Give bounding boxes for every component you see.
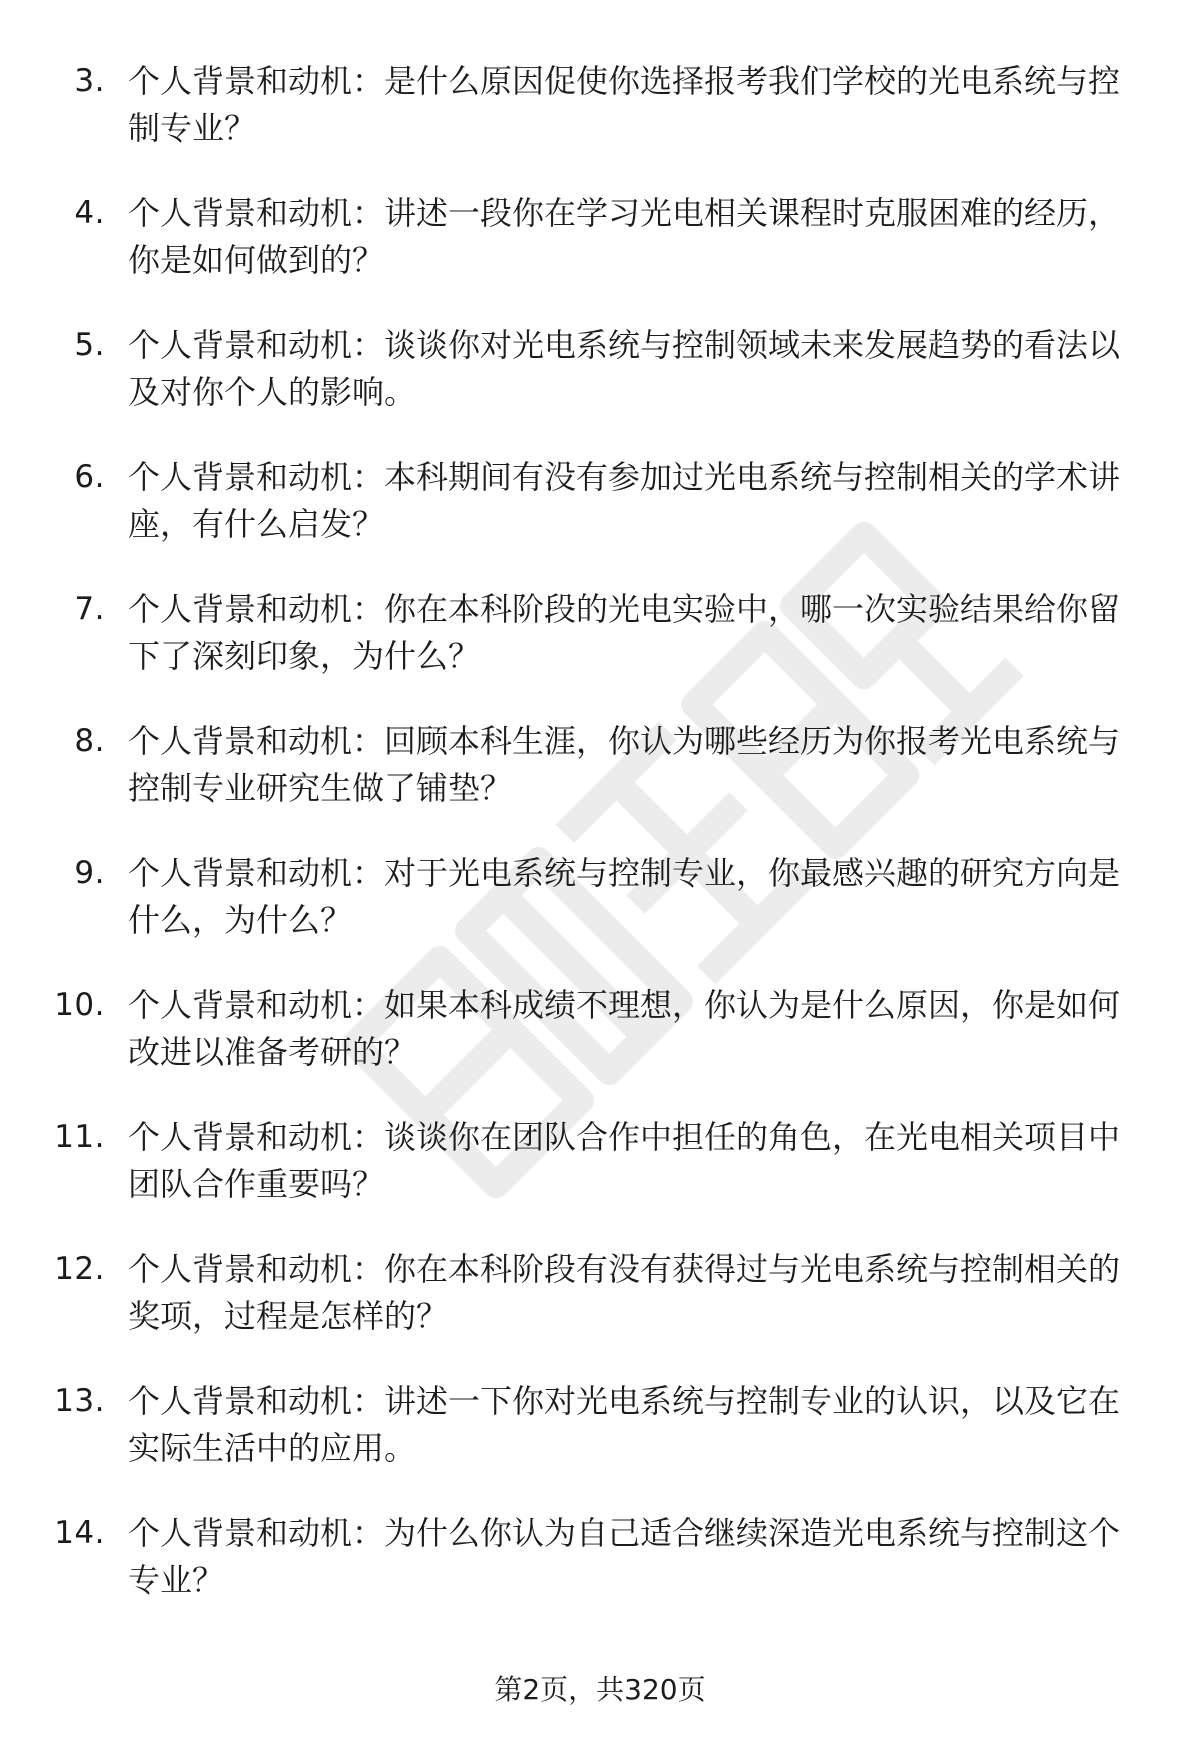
page-footer: 第2页，共320页 — [494, 1673, 706, 1706]
list-item — [0, 1246, 1200, 1335]
question-text: 个人背景和动机：讲述一下你对光电系统与控制专业的认识，以及它在实际生活中的应用。 — [128, 1382, 1121, 1467]
question-text: 个人背景和动机：讲述一段你在学习光电相关课程时克服困难的经历，你是如何做到的？ — [128, 194, 1121, 279]
question-text: 个人背景和动机：谈谈你在团队合作中担任的角色，在光电相关项目中团队合作重要吗？ — [128, 1118, 1121, 1203]
question-text: 个人背景和动机：你在本科阶段有没有获得过与光电系统与控制相关的奖项，过程是怎样的？ — [128, 1250, 1121, 1335]
question-number: 7. — [74, 591, 105, 627]
list-item — [0, 718, 1200, 807]
question-number: 4. — [74, 195, 105, 231]
question-number: 9. — [74, 855, 105, 891]
list-item — [0, 1114, 1200, 1203]
question-text: 个人背景和动机：回顾本科生涯，你认为哪些经历为你报考光电系统与控制专业研究生做了铺垫？ — [128, 722, 1121, 807]
question-number: 12. — [54, 1251, 105, 1287]
question-number: 6. — [74, 459, 105, 495]
list-item — [0, 586, 1200, 675]
question-number: 10. — [54, 987, 105, 1023]
question-text: 个人背景和动机：谈谈你对光电系统与控制领域未来发展趋势的看法以及对你个人的影响。 — [128, 326, 1121, 411]
list-item — [0, 322, 1200, 411]
question-text: 个人背景和动机：如果本科成绩不理想，你认为是什么原因，你是如何改进以准备考研的？ — [128, 986, 1121, 1071]
question-text: 个人背景和动机：对于光电系统与控制专业，你最感兴趣的研究方向是什么，为什么？ — [128, 854, 1121, 939]
list-item — [0, 1378, 1200, 1467]
list-item — [0, 850, 1200, 939]
question-text: 个人背景和动机：为什么你认为自己适合继续深造光电系统与控制这个专业？ — [128, 1514, 1121, 1599]
question-number: 14. — [54, 1515, 105, 1551]
list-item — [0, 190, 1200, 279]
list-item — [0, 454, 1200, 543]
question-number: 13. — [54, 1383, 105, 1419]
question-number: 5. — [74, 327, 105, 363]
list-item — [0, 58, 1200, 147]
question-number: 3. — [74, 63, 105, 99]
question-text: 个人背景和动机：是什么原因促使你选择报考我们学校的光电系统与控制专业？ — [128, 62, 1121, 147]
question-list — [0, 58, 1200, 1642]
list-item — [0, 1510, 1200, 1599]
question-number: 11. — [54, 1119, 105, 1155]
question-number: 8. — [74, 723, 105, 759]
question-text: 个人背景和动机：你在本科阶段的光电实验中，哪一次实验结果给你留下了深刻印象，为什么？ — [128, 590, 1121, 675]
list-item — [0, 982, 1200, 1071]
question-text: 个人背景和动机：本科期间有没有参加过光电系统与控制相关的学术讲座，有什么启发？ — [128, 458, 1121, 543]
